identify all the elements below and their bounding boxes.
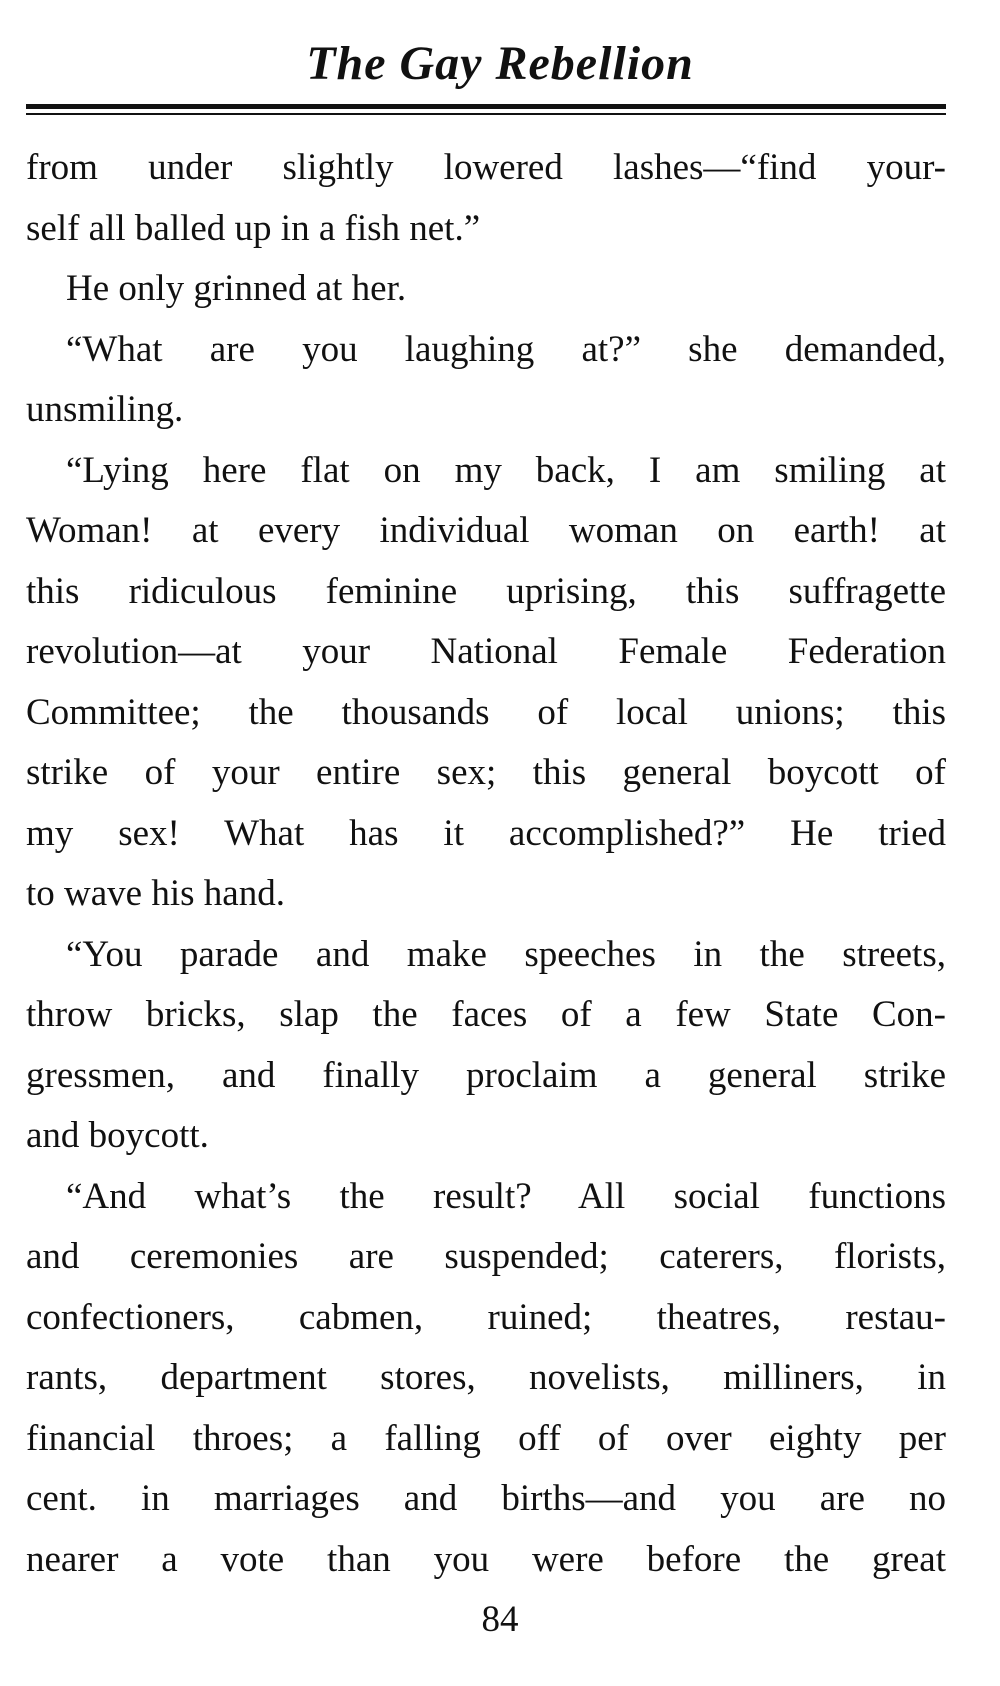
text-line: throw bricks, slap the faces of a few State Con- xyxy=(26,994,946,1035)
text-line: nearer a vote than you were before the great xyxy=(26,1538,946,1580)
running-head: The Gay Rebellion xyxy=(306,37,694,90)
text-line: self all balled up in a fish net.” xyxy=(26,207,481,249)
text-line: “What are you laughing at?” she demanded, xyxy=(66,328,946,370)
text-line: Woman! at every individual woman on earth! at xyxy=(26,510,946,551)
text-line: revolution—at your National Female Federation xyxy=(26,631,946,672)
header-rule-thick xyxy=(26,104,946,109)
text-line: gressmen, and finally proclaim a general strike xyxy=(26,1054,946,1096)
text-line: and boycott. xyxy=(26,1115,209,1156)
text-line: this ridiculous feminine uprising, this suffragette xyxy=(26,570,946,612)
header-rule-thin xyxy=(26,113,946,115)
text-line: to wave his hand. xyxy=(26,873,285,914)
page-number: 84 xyxy=(481,1599,519,1640)
text-line: He only grinned at her. xyxy=(66,268,407,309)
text-line: my sex! What has it accomplished?” He tried xyxy=(26,812,946,854)
text-line: “Lying here flat on my back, I am smiling at xyxy=(66,449,946,491)
text-line: strike of your entire sex; this general boycott of xyxy=(26,752,946,793)
text-line: and ceremonies are suspended; caterers, florists, xyxy=(26,1236,946,1277)
text-line: “You parade and make speeches in the streets, xyxy=(66,933,946,975)
text-line: rants, department stores, novelists, milliners, in xyxy=(26,1357,946,1398)
text-line: from under slightly lowered lashes—“find your- xyxy=(26,147,946,188)
body-text xyxy=(26,138,946,1590)
text-line: unsmiling. xyxy=(26,389,184,430)
text-line: Committee; the thousands of local unions; this xyxy=(26,691,946,733)
text-line: confectioners, cabmen, ruined; theatres, restau- xyxy=(26,1296,946,1338)
text-line: cent. in marriages and births—and you are no xyxy=(26,1478,946,1519)
text-line: financial throes; a falling off of over eighty per xyxy=(26,1417,946,1459)
text-line: “And what’s the result? All social functions xyxy=(66,1175,946,1217)
